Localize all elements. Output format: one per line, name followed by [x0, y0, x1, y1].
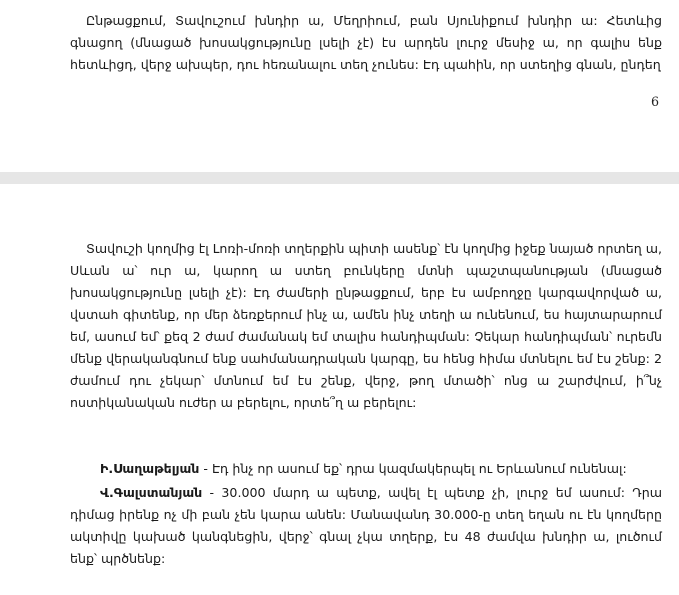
- speaker-name: Ի.Սաղաթելյան: [100, 461, 200, 476]
- document-page-bottom: [0, 184, 679, 595]
- speaker-text: - Էդ ինչ որ ասում եք՝ դրա կազմակերպել ու Երևանում ունենալ:: [199, 461, 627, 476]
- speaker-line-2: [70, 482, 662, 570]
- page-separator: [0, 172, 679, 184]
- page-number: 6: [650, 94, 659, 109]
- paragraph-top: Ընթացքում, Տավուշում խնդիր ա, Մեղրիում, բան Սյունիքում խնդիր ա: Հետևից գնացող (մնացած խոսակցությունը լսելի չէ) էս արդեն լուրջ մեսիջ ա, որ գալիս ենք հետևիցդ, վերջ ախպեր, դու հեռանալու տեղ չունես: Էդ պահին, որ ստեղից գնան, ընդեղ: [70, 13, 662, 72]
- paragraph-main: Տավուշի կողմից էլ Լոռի-մոռի տղերքին պիտի ասենք՝ էն կողմից իջեք նայած որտեղ ա, Սևան ա՝ ուր ա, կարող ա ստեղ բունկերը մտնի պաշտպանության (մնացած խոսակցությունը լսելի չէ): Էդ ժամերի ընթացքում, երբ էս ամբողջը կարգավորված ա, վստահ գիտենք, որ մեր ձեռքերում ինչ ա, ամեն ինչ տեղի ա ունենում, ես հայտարարում եմ, ասում եմ՝ քեզ 2 ժամ ժամանակ եմ տալիս հանդիպման: Չեկար հանդիպման՝ ուրեմն մենք վերականգնում ենք սահմանադրական կարգը, ես հենց հիմա մտնելու եմ էս շենք: 2 ժամում դու չեկար՝ մտնում եմ էս շենք, վերջ, թող մտածի՝ ոնց ա շարժվում, ի՞նչ ոստիկանական ուժեր ա բերելու, որտե՞ղ ա բերելու:: [70, 241, 662, 410]
- speaker-text: - 30.000 մարդ ա պետք, ավել էլ պետք չի, լուրջ եմ ասում: Դրա դիմաց իրենք ոչ մի բան չեն կարա անեն: Մանավանդ 30.000-ը տեղ եղան ու էն կողմերը ակտիվը կախած կանգնեցին, վերջ՝ գնալ չկա տղերք, էս 48 ժամվա խնդիր ա, լուծում ենք՝ պրծնենք:: [70, 485, 662, 566]
- speaker-line-1: [70, 458, 662, 480]
- speaker-name: Վ.Գալստանյան: [100, 485, 203, 500]
- document-page-top: [0, 0, 679, 172]
